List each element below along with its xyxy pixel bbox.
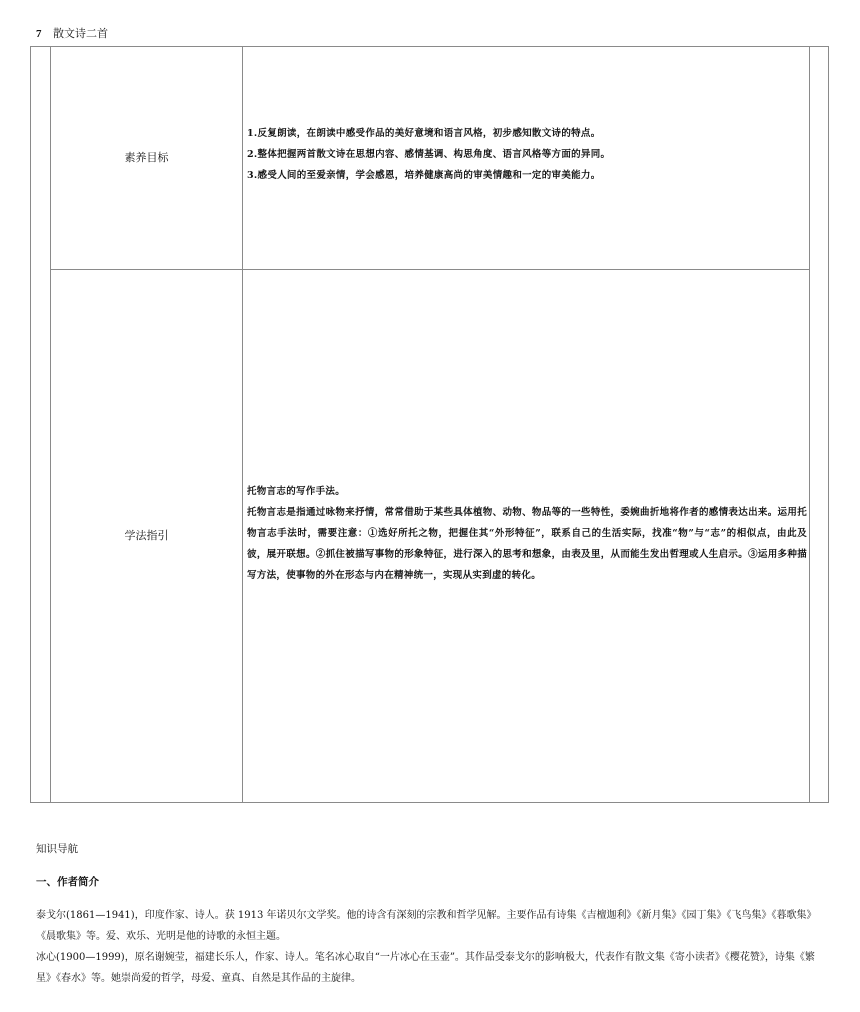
author-intro-heading: 一、作者简介	[36, 876, 99, 888]
table-divider-row	[50, 269, 810, 270]
row-label-study-guide: 学法指引	[124, 529, 169, 542]
goal-line: 1.反复朗读，在朗读中感受作品的美好意境和语言风格，初步感知散文诗的特点。	[247, 128, 601, 139]
table-divider-middle	[242, 47, 243, 802]
goal-line: 3.感受人间的至爱亲情，学会感恩，培养健康高尚的审美情趣和一定的审美能力。	[247, 170, 601, 181]
goal-line: 2.整体把握两首散文诗在思想内容、感情基调、构思角度、语言风格等方面的异同。	[247, 149, 611, 160]
bio-paragraph: 冰心(1900—1999)，原名谢婉莹，福建长乐人，作家、诗人。笔名冰心取自“一片冰心在玉壶”。其作品受泰戈尔的影响极大，代表作有散文集《寄小读者》《樱花赞》，诗集《繁星》《春水》等。她崇尚爱的哲学，母爱、童真、自然是其作品的主旋律。	[36, 952, 815, 984]
lesson-number: 7	[36, 28, 42, 40]
lesson-header	[36, 25, 108, 41]
objectives-table	[30, 46, 829, 803]
row-label-literacy-goals: 素养目标	[124, 151, 169, 164]
guide-paragraph: 托物言志是指通过咏物来抒情，常常借助于某些具体植物、动物、物品等的一些特性，委婉曲折地将作者的感情表达出来。运用托物言志手法时，需要注意：①选好所托之物，把握住其“外形特征”，联系自己的生活实际，找准“物”与“志”的相似点，由此及彼，展开联想。②抓住被描写事物的形象特征，进行深入的思考和想象，由表及里，从而能生发出哲理或人生启示。③运用多种描写方法，使事物的外在形态与内在精神统一，实现从实到虚的转化。	[247, 507, 807, 581]
knowledge-nav-title: 知识导航	[36, 843, 78, 855]
study-guide-content	[247, 481, 807, 586]
bio-paragraph: 泰戈尔(1861—1941)，印度作家、诗人。获 1913 年诺贝尔文学奖。他的诗含有深刻的宗教和哲学见解。主要作品有诗集《吉檀迦利》《新月集》《园丁集》《飞鸟集》《暮歌集》《晨歌集》等。爱、欢乐、光明是他的诗歌的永恒主题。	[36, 910, 817, 942]
author-bio-bingxin	[36, 947, 828, 989]
literacy-goals-content	[247, 123, 807, 186]
table-divider-right	[809, 47, 810, 802]
author-bio-tagore	[36, 905, 828, 947]
guide-heading: 托物言志的写作手法。	[247, 486, 346, 497]
lesson-title: 散文诗二首	[53, 27, 108, 40]
